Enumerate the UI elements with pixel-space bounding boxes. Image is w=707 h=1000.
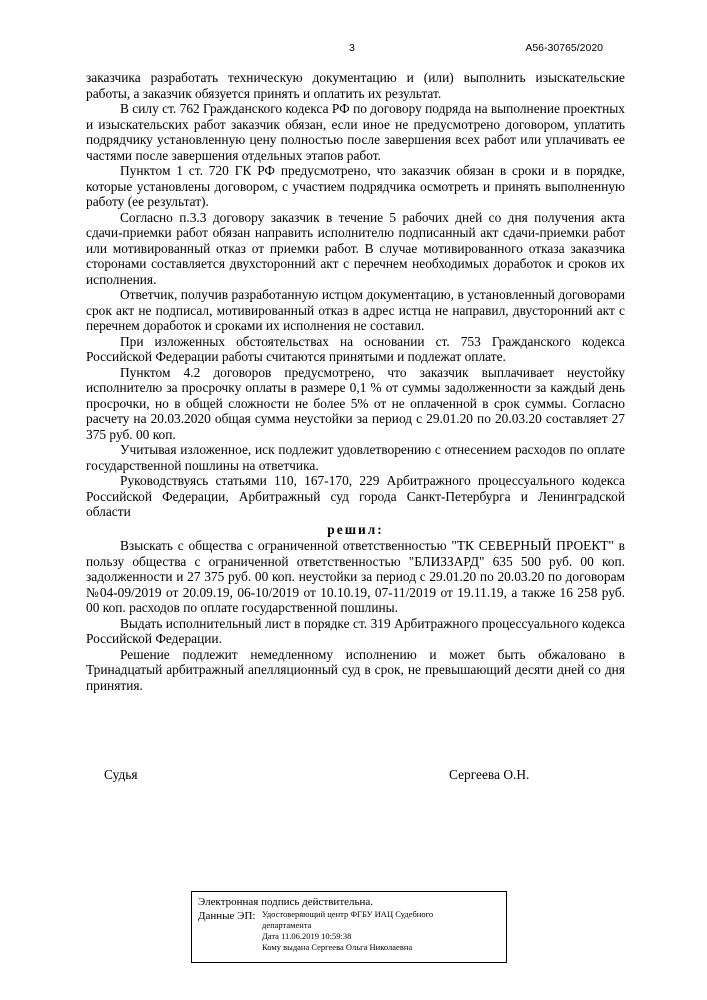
decision-paragraph: Взыскать с общества с ограниченной ответственностью "ТК СЕВЕРНЫЙ ПРОЕКТ" в пользу общества с ограниченной ответственностью "БЛИЗЗАРД" 635 500 руб. 00 коп. задолженности и 27 375 руб. 00 коп. неустойки за период с 29.01.20 по 20.03.20 по договорам №04-09/2019 от 20.09.19, 06-10/2019 от 10.10.19, 07-11/2019 от 19.11.19, а также 16 258 руб. 00 коп. расходов по оплате государственной пошлины.	[86, 538, 625, 615]
paragraph: При изложенных обстоятельствах на основании ст. 753 Гражданского кодекса Российской Федерации работы считаются принятыми и подлежат оплате.	[86, 333, 625, 364]
e-signature-line: департамента	[262, 920, 312, 930]
paragraph: Учитывая изложенное, иск подлежит удовлетворению с отнесением расходов по оплате государственной пошлины на ответчика.	[86, 442, 625, 473]
e-signature-line: Кому выдана Сергеева Ольга Николаевна	[262, 942, 413, 952]
paragraph: Ответчик, получив разработанную истцом документацию, в установленный договорами срок акт не подписал, мотивированный отказ в адрес истца не направил, двусторонний акт с перечнем доработок и сроками их исполнения не составил.	[86, 287, 625, 333]
signature-role: Судья	[104, 767, 138, 782]
e-signature-line: Дата 11.06.2019 10:59:38	[262, 931, 352, 941]
e-signature-title: Электронная подпись действительна.	[198, 896, 374, 908]
e-signature-label: Данные ЭП:	[198, 910, 256, 922]
paragraph: Пунктом 4.2 договоров предусмотрено, что заказчик выплачивает неустойку исполнителю за просрочку оплаты в размере 0,1 % от суммы задолженности за каждый день просрочки, но в общей сложности не более 5% от не оплаченной в срок суммы. Согласно расчету на 20.03.2020 общая сумма неустойки за период с 29.01.20 по 20.03.20 составляет 27 375 руб. 00 коп.	[86, 364, 625, 442]
e-signature-line: Удостоверяющий центр ФГБУ ИАЦ Судебного	[262, 909, 434, 919]
document-body	[86, 70, 625, 693]
paragraph: Пунктом 1 ст. 720 ГК РФ предусмотрено, что заказчик обязан в сроки и в порядке, которые установлены договором, с участием подрядчика осмотреть и принять выполненную работу (ее результат).	[86, 163, 625, 209]
e-signature-stamp	[191, 891, 507, 963]
paragraph: заказчика разработать техническую документацию и (или) выполнить изыскательские работы, а заказчик обязуется принять и оплатить их результат.	[86, 70, 625, 101]
decision-heading: решил:	[327, 521, 384, 537]
signature-name: Сергеева О.Н.	[449, 767, 530, 782]
paragraph: Руководствуясь статьями 110, 167-170, 229 Арбитражного процессуального кодекса Российской Федерации, Арбитражный суд города Санкт-Петербурга и Ленинградской области	[86, 473, 625, 519]
case-number: А56-30765/2020	[525, 42, 603, 54]
decision-paragraph: Выдать исполнительный лист в порядке ст. 319 Арбитражного процессуального кодекса Российской Федерации.	[86, 615, 625, 646]
page-number: 3	[349, 42, 355, 54]
paragraph: Согласно п.3.3 договору заказчик в течение 5 рабочих дней со дня получения акта сдачи-приемки работ обязан направить исполнителю подписанный акт сдачи-приемки работ или мотивированный отказ от приемки работ. В случае мотивированного отказа заказчика сторонами составляется двухсторонний акт с перечнем необходимых доработок и сроков их исполнения.	[86, 209, 625, 287]
e-signature-details	[262, 909, 433, 953]
decision-paragraph: Решение подлежит немедленному исполнению и может быть обжаловано в Тринадцатый арбитражный апелляционный суд в срок, не превышающий десяти дней со дня принятия.	[86, 646, 625, 693]
e-signature-data-row	[198, 909, 500, 953]
paragraph: В силу ст. 762 Гражданского кодекса РФ по договору подряда на выполнение проектных и изыскательских работ заказчик обязан, если иное не предусмотрено договором, уплатить подрядчику установленную цену полностью после завершения всех работ или уплачивать ее частями после завершения отдельных этапов работ.	[86, 101, 625, 163]
